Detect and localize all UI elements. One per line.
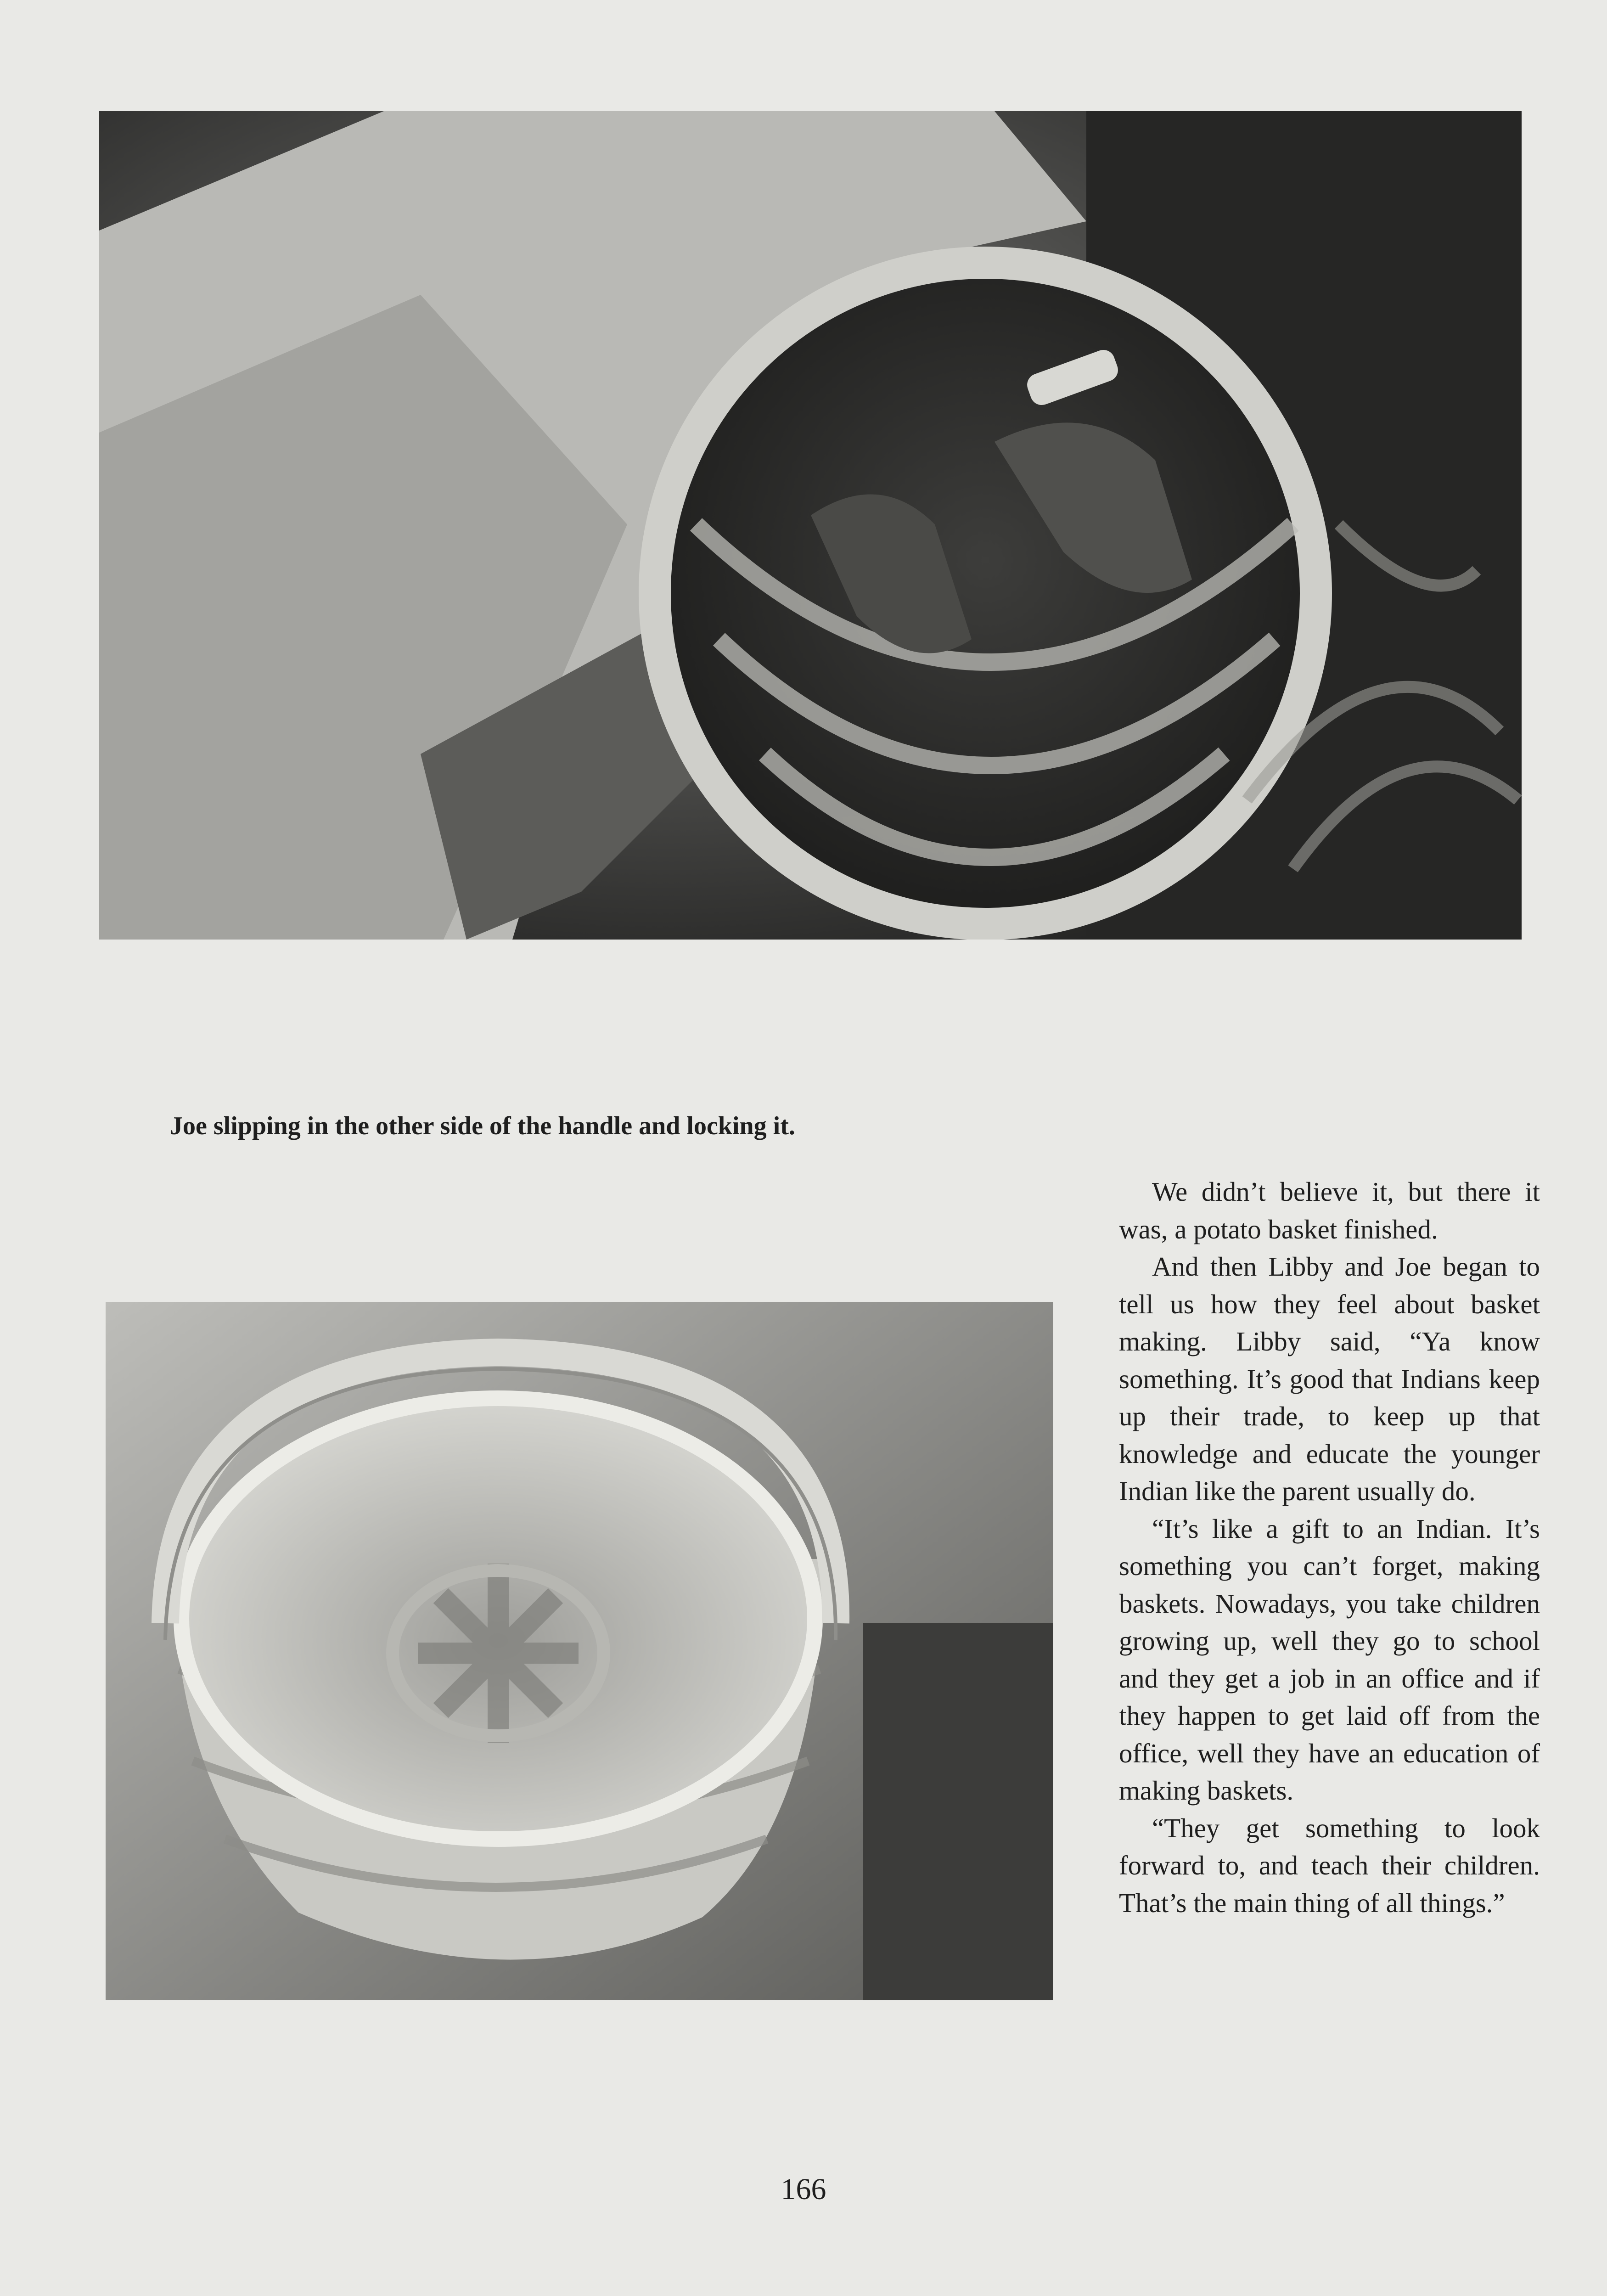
- paragraph: “It’s like a gift to an Indian. It’s something you can’t forget, making baskets. Nowadays, you take children growing up, well they go to school and they get a job in an office and if they happen to get laid off from the office, well they have an education of making baskets.: [1119, 1513, 1540, 1806]
- paragraph: “They get something to look forward to, and teach their children. That’s the main thing of all things.”: [1119, 1812, 1540, 1918]
- article-text: [1119, 1173, 1540, 1922]
- paragraph: And then Libby and Joe began to tell us how they feel about basket making. Libby said, “Ya know something. It’s good that Indians keep up their trade, to keep up that knowledge and educate the younger Indian like the parent usually do.: [1119, 1251, 1540, 1506]
- paragraph: We didn’t believe it, but there it was, a potato basket finished.: [1119, 1176, 1540, 1244]
- page-number: 166: [781, 2172, 826, 2206]
- basket-weaving-photo: [99, 111, 1522, 940]
- finished-basket-photo: [106, 1302, 1053, 2000]
- photo-caption: Joe slipping in the other side of the handle and locking it.: [170, 1112, 795, 1140]
